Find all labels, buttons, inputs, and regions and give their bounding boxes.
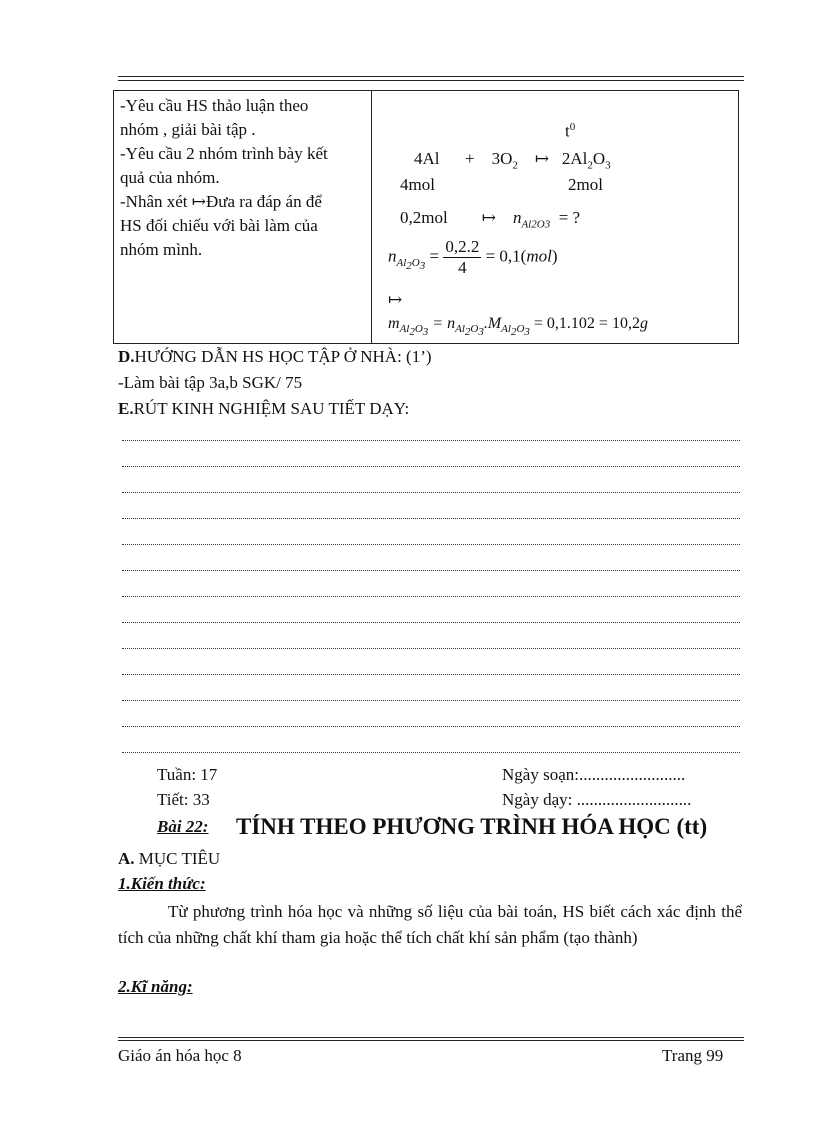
left-line: nhóm , giải bài tập . [120,120,256,139]
equation: 4Al + $3O_2$ ↦ $2Al_2O_3$ [414,149,611,172]
mol-ratio-right: 2mol [568,175,603,194]
left-line: -Yêu cầu 2 nhóm trình bày kết [120,144,328,163]
therefore-arrow-icon: ↦ [388,290,403,309]
page-number: Trang 99 [662,1046,724,1065]
dotted-line [122,647,740,649]
mol-calculation: $n_{Al_2O_3}$ = $\frac{0,2.2}{4}$ = 0,1(mol) [388,237,558,277]
left-line: HS đối chiếu với bài làm của [120,216,318,235]
footer-rule [118,1040,744,1041]
lesson-number: Bài 22: [157,817,209,836]
dotted-line [122,595,740,597]
section-e-heading: E.RÚT KINH NGHIỆM SAU TIẾT DẠY: [118,399,410,418]
dotted-line [122,699,740,701]
dotted-line [122,569,740,571]
knowledge-text: Từ phương trình hóa học và những số liệu của bài toán, HS biết cách xác định thể tích của những chất khí tham gia hoặc thể tích chất khí sản phẩm (tạo thành) [118,902,742,947]
week-label: Tuần: 17 [157,765,218,784]
mol-ratio-left: 4mol [400,175,435,194]
period-label: Tiết: 33 [157,790,210,809]
prep-date: Ngày soạn:......................... [502,765,686,784]
dotted-line [122,751,740,753]
lesson-title: TÍNH THEO PHƯƠNG TRÌNH HÓA HỌC (tt) [236,814,708,839]
left-line: nhóm mình. [120,240,203,259]
dotted-line [122,517,740,519]
section-d-task: -Làm bài tập 3a,b SGK/ 75 [118,373,303,392]
header-rule-thin [118,80,744,81]
dotted-line [122,465,740,467]
given-mol: 0,2mol ↦ $n_{Al2O3}$ = ? [400,208,581,231]
dotted-line [122,439,740,441]
fraction: $\frac{0,2.2}{4}$ [445,237,480,277]
dotted-line [122,725,740,727]
dotted-line [122,621,740,623]
section-a-heading: A. MỤC TIÊU [118,849,221,868]
dotted-line [122,673,740,675]
dotted-line [122,543,740,545]
activity-table [113,90,739,344]
arrow-icon: ↦ [481,208,496,227]
footer-title: Giáo án hóa học 8 [118,1046,242,1065]
mass-calculation: $m_{Al_2O_3} = n_{Al_2O_3}.M_{Al_2O_3} = 0,1.102 = 10,2g$ [388,315,648,339]
section-d-heading: D.HƯỚNG DẪN HS HỌC TẬP Ở NHÀ: (1’) [118,347,432,366]
knowledge-heading: 1.Kiến thức: [118,874,206,893]
header-rule [118,76,744,77]
teacher-activity-cell [120,94,366,262]
dotted-line [122,491,740,493]
teach-date: Ngày dạy: ........................... [502,790,692,809]
left-line: quả của nhóm. [120,168,220,187]
skill-heading: 2.Kĩ năng: [118,977,193,996]
left-line: -Yêu cầu HS thảo luận theo [120,96,309,115]
reaction-arrow-icon: ↦ [534,149,550,168]
solution-cell [372,91,738,343]
footer-rule-thin [118,1037,744,1038]
left-line: -Nhân xét ↦Đưa ra đáp án để [120,192,322,211]
temperature-label: $t^0$ [565,121,576,141]
